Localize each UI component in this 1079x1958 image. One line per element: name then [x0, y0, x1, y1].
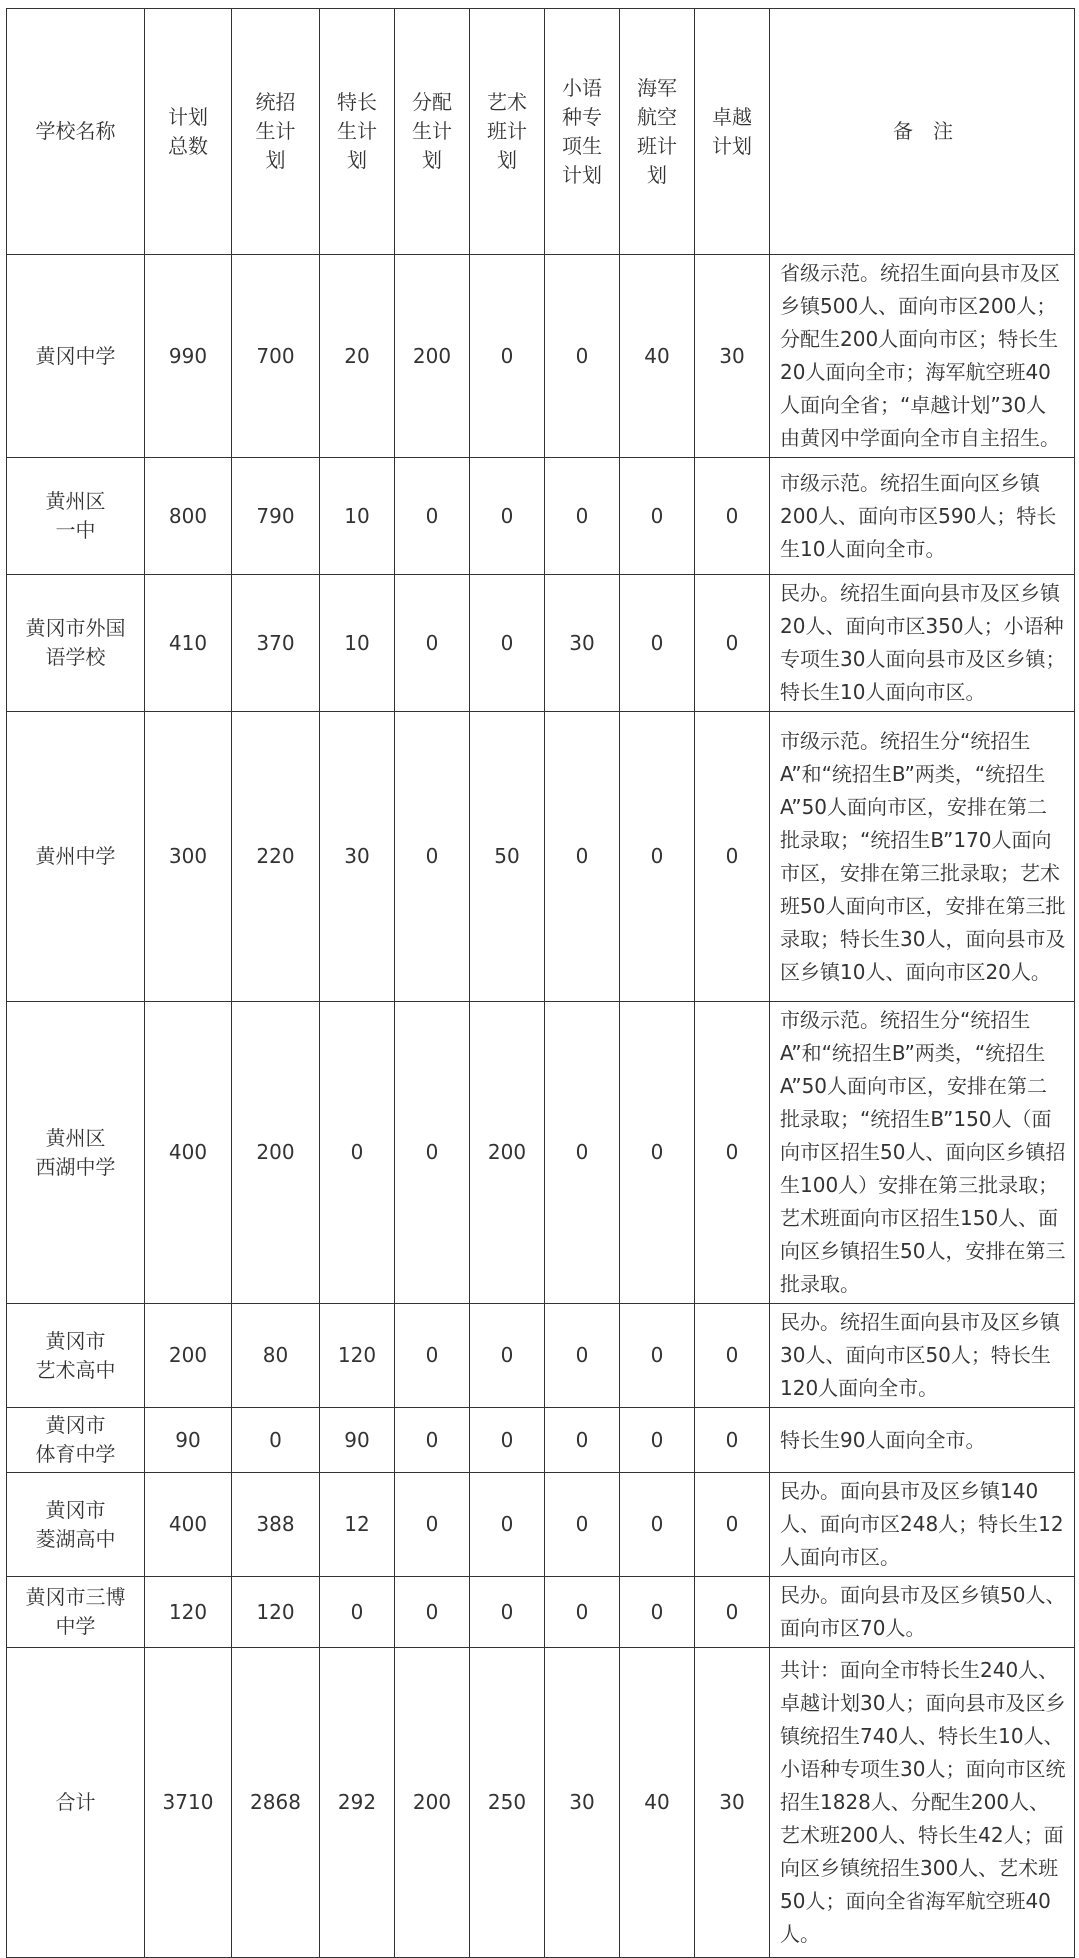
- cell-line: 黄州中学: [35, 844, 116, 868]
- header-cell: [470, 9, 545, 255]
- cell-line: 一中: [55, 518, 96, 542]
- value-cell: 0: [545, 458, 620, 575]
- cell-line: 体育中学: [35, 1442, 116, 1466]
- cell-line: 学校名称: [35, 119, 116, 143]
- value-cell: 0: [320, 1577, 395, 1648]
- value-cell: 200: [470, 1002, 545, 1304]
- school-name-cell: [7, 1648, 145, 1958]
- school-name-cell: [7, 1577, 145, 1648]
- enrollment-plan-table: [6, 8, 1075, 1958]
- school-name-cell: [7, 575, 145, 712]
- value-cell: 0: [545, 1304, 620, 1408]
- value-cell: 120: [145, 1577, 232, 1648]
- table-row: [7, 255, 1075, 458]
- cell-line: 语学校: [45, 645, 106, 669]
- table-body: [7, 9, 1075, 1958]
- cell-line: 卓越: [712, 104, 752, 129]
- cell-line: 小语: [562, 75, 602, 100]
- cell-line: 黄冈市外国: [25, 616, 126, 640]
- value-cell: 200: [145, 1304, 232, 1408]
- value-cell: 30: [695, 255, 770, 458]
- cell-line: 分配: [412, 90, 452, 114]
- value-cell: 388: [232, 1473, 320, 1577]
- value-cell: 0: [695, 1408, 770, 1473]
- cell-line: 生计: [337, 119, 377, 143]
- value-cell: 0: [395, 1002, 470, 1304]
- table-row: [7, 458, 1075, 575]
- cell-line: 黄冈市: [45, 1328, 106, 1353]
- cell-line: 总数: [168, 133, 208, 158]
- value-cell: 300: [145, 712, 232, 1002]
- cell-line: 艺术: [487, 90, 527, 114]
- table-row: [7, 712, 1075, 1002]
- value-cell: 0: [395, 1473, 470, 1577]
- value-cell: 0: [395, 712, 470, 1002]
- value-cell: 0: [545, 1002, 620, 1304]
- value-cell: 0: [545, 1577, 620, 1648]
- value-cell: 220: [232, 712, 320, 1002]
- school-name-cell: [7, 1473, 145, 1577]
- value-cell: 0: [395, 1577, 470, 1648]
- cell-line: 西湖中学: [35, 1154, 116, 1179]
- value-cell: 2868: [232, 1648, 320, 1958]
- header-cell: [545, 9, 620, 255]
- value-cell: 400: [145, 1002, 232, 1304]
- value-cell: 0: [545, 1473, 620, 1577]
- value-cell: 0: [695, 1002, 770, 1304]
- header-cell: [770, 9, 1075, 255]
- value-cell: 200: [232, 1002, 320, 1304]
- school-name-cell: [7, 1002, 145, 1304]
- cell-line: 黄州区: [45, 489, 106, 513]
- value-cell: 790: [232, 458, 320, 575]
- value-cell: 0: [695, 712, 770, 1002]
- value-cell: 250: [470, 1648, 545, 1958]
- table-row: [7, 1577, 1075, 1648]
- cell-line: 生计: [412, 119, 452, 143]
- value-cell: 120: [232, 1577, 320, 1648]
- cell-line: 菱湖高中: [35, 1526, 116, 1551]
- school-name-cell: [7, 712, 145, 1002]
- value-cell: 120: [320, 1304, 395, 1408]
- value-cell: 410: [145, 575, 232, 712]
- header-row: [7, 9, 1075, 255]
- value-cell: 990: [145, 255, 232, 458]
- header-cell: [7, 9, 145, 255]
- cell-line: 划: [347, 148, 367, 172]
- value-cell: 0: [320, 1002, 395, 1304]
- note-cell: 市级示范。统招生分“统招生A”和“统招生B”两类，“统招生A”50人面向市区，安排在第二批录取；“统招生B”150人（面向市区招生50人、面向区乡镇招生100人）安排在第三批录取；艺术班面向市区招生150人、面向区乡镇招生50人，安排在第三批录取。: [770, 1002, 1075, 1304]
- value-cell: 0: [620, 712, 695, 1002]
- value-cell: 30: [695, 1648, 770, 1958]
- cell-line: 海军: [637, 75, 677, 100]
- cell-line: 黄州区: [45, 1125, 106, 1150]
- value-cell: 0: [695, 1304, 770, 1408]
- cell-line: 划: [422, 148, 442, 172]
- value-cell: 30: [320, 712, 395, 1002]
- value-cell: 0: [620, 575, 695, 712]
- note-cell: 民办。面向县市及区乡镇140人、面向市区248人；特长生12人面向市区。: [770, 1473, 1075, 1577]
- cell-line: 黄冈市: [45, 1413, 106, 1437]
- cell-line: 生计: [255, 119, 296, 143]
- value-cell: 12: [320, 1473, 395, 1577]
- value-cell: 0: [470, 575, 545, 712]
- cell-line: 项生: [562, 133, 602, 158]
- school-name-cell: [7, 458, 145, 575]
- value-cell: 400: [145, 1473, 232, 1577]
- value-cell: 0: [545, 712, 620, 1002]
- value-cell: 700: [232, 255, 320, 458]
- value-cell: 50: [470, 712, 545, 1002]
- value-cell: 0: [470, 458, 545, 575]
- cell-line: 划: [647, 162, 667, 187]
- school-name-cell: [7, 1408, 145, 1473]
- cell-line: 统招: [255, 90, 296, 114]
- header-cell: [695, 9, 770, 255]
- value-cell: 200: [395, 1648, 470, 1958]
- value-cell: 10: [320, 458, 395, 575]
- note-cell: 民办。统招生面向县市及区乡镇20人、面向市区350人；小语种专项生30人面向县市及区乡镇；特长生10人面向市区。: [770, 575, 1075, 712]
- cell-line: 计划: [712, 133, 752, 158]
- value-cell: 0: [620, 458, 695, 575]
- note-cell: 市级示范。统招生分“统招生A”和“统招生B”两类，“统招生A”50人面向市区，安排在第二批录取；“统招生B”170人面向市区，安排在第三批录取；艺术班50人面向市区，安排在第三批录取；特长生30人，面向县市及区乡镇10人、面向市区20人。: [770, 712, 1075, 1002]
- value-cell: 370: [232, 575, 320, 712]
- value-cell: 292: [320, 1648, 395, 1958]
- cell-line: 航空: [637, 104, 677, 129]
- value-cell: 0: [695, 575, 770, 712]
- value-cell: 0: [470, 255, 545, 458]
- value-cell: 0: [395, 1304, 470, 1408]
- cell-line: 班计: [637, 133, 677, 158]
- value-cell: 200: [395, 255, 470, 458]
- table-row: [7, 1473, 1075, 1577]
- value-cell: 0: [395, 458, 470, 575]
- header-cell: [395, 9, 470, 255]
- table-row: [7, 1304, 1075, 1408]
- value-cell: 0: [695, 1577, 770, 1648]
- value-cell: 90: [320, 1408, 395, 1473]
- note-cell: 共计：面向全市特长生240人、卓越计划30人；面向县市及区乡镇统招生740人、特长生10人、小语种专项生30人；面向市区统招生1828人、分配生200人、艺术班200人、特长生42人；面向区乡镇统招生300人、艺术班50人；面向全省海军航空班40人。: [770, 1648, 1075, 1958]
- table-row: [7, 1648, 1075, 1958]
- value-cell: 0: [395, 1408, 470, 1473]
- value-cell: 0: [620, 1577, 695, 1648]
- value-cell: 30: [545, 1648, 620, 1958]
- header-cell: [145, 9, 232, 255]
- value-cell: 3710: [145, 1648, 232, 1958]
- value-cell: 0: [470, 1304, 545, 1408]
- cell-line: 黄冈中学: [35, 343, 116, 368]
- value-cell: 0: [620, 1473, 695, 1577]
- table-row: [7, 1408, 1075, 1473]
- note-cell: 特长生90人面向全市。: [770, 1408, 1075, 1473]
- header-cell: [232, 9, 320, 255]
- value-cell: 0: [395, 575, 470, 712]
- cell-line: 黄冈市三博: [25, 1585, 126, 1609]
- value-cell: 0: [545, 255, 620, 458]
- cell-line: 中学: [55, 1614, 96, 1638]
- value-cell: 30: [545, 575, 620, 712]
- school-name-cell: [7, 1304, 145, 1408]
- value-cell: 0: [470, 1473, 545, 1577]
- cell-line: 合计: [55, 1790, 96, 1814]
- cell-line: 黄冈市: [45, 1497, 106, 1522]
- value-cell: 0: [695, 1473, 770, 1577]
- cell-line: 计划: [562, 162, 602, 187]
- cell-line: 班计: [487, 119, 527, 143]
- cell-line: 划: [497, 148, 517, 172]
- value-cell: 90: [145, 1408, 232, 1473]
- value-cell: 80: [232, 1304, 320, 1408]
- school-name-cell: [7, 255, 145, 458]
- value-cell: 0: [620, 1304, 695, 1408]
- cell-line: 艺术高中: [35, 1357, 116, 1382]
- note-cell: 市级示范。统招生面向区乡镇200人、面向市区590人；特长生10人面向全市。: [770, 458, 1075, 575]
- value-cell: 10: [320, 575, 395, 712]
- value-cell: 40: [620, 1648, 695, 1958]
- table-row: [7, 575, 1075, 712]
- table-row: [7, 1002, 1075, 1304]
- note-cell: 民办。面向县市及区乡镇50人、面向市区70人。: [770, 1577, 1075, 1648]
- value-cell: 0: [545, 1408, 620, 1473]
- header-cell: [320, 9, 395, 255]
- cell-line: 特长: [337, 90, 377, 114]
- value-cell: 0: [695, 458, 770, 575]
- value-cell: 40: [620, 255, 695, 458]
- cell-line: 划: [265, 148, 286, 172]
- cell-line: 种专: [562, 104, 602, 129]
- value-cell: 0: [620, 1002, 695, 1304]
- value-cell: 800: [145, 458, 232, 575]
- value-cell: 0: [620, 1408, 695, 1473]
- note-cell: 省级示范。统招生面向县市及区乡镇500人、面向市区200人；分配生200人面向市区；特长生20人面向全市；海军航空班40人面向全省；“卓越计划”30人由黄冈中学面向全市自主招生。: [770, 255, 1075, 458]
- note-cell: 民办。统招生面向县市及区乡镇30人、面向市区50人；特长生120人面向全市。: [770, 1304, 1075, 1408]
- value-cell: 0: [470, 1577, 545, 1648]
- value-cell: 20: [320, 255, 395, 458]
- value-cell: 0: [470, 1408, 545, 1473]
- cell-line: 计划: [168, 104, 208, 129]
- header-cell: [620, 9, 695, 255]
- cell-line: 备 注: [893, 119, 953, 143]
- value-cell: 0: [232, 1408, 320, 1473]
